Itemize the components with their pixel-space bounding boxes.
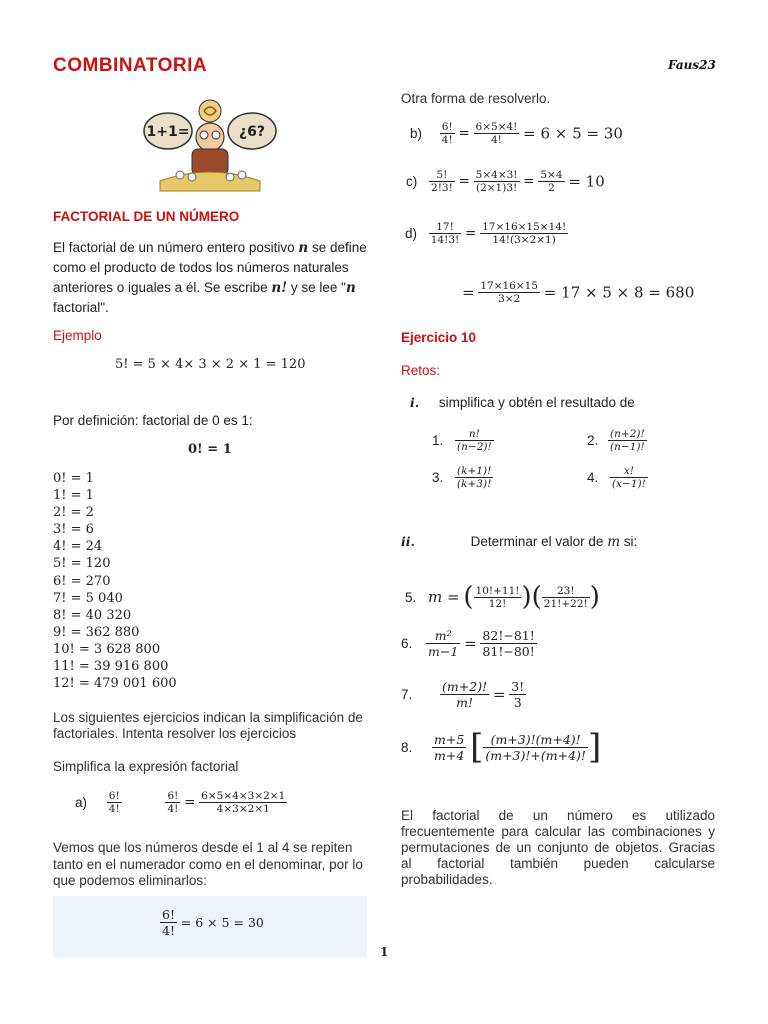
- question-8-frac-2: [483, 732, 588, 763]
- question-8: 8. $\frac{m+5}{m+4}$ [ $\frac{(m+3)!(m+4)!}{(m+3)!+(m+4)!}$ ]: [401, 727, 602, 767]
- problem-2-frac: [608, 428, 647, 453]
- simplificacion-text: Los siguientes ejercicios indican la simplificación de factoriales. Intenta resolver los ejercicios: [53, 710, 363, 741]
- frac-den: (k+3)!: [457, 478, 492, 490]
- frac-num: 17×16×15×14!: [482, 221, 567, 233]
- frac-den: 4!: [162, 923, 175, 938]
- item-b-label: b): [410, 126, 423, 141]
- item-c-label: c): [406, 174, 418, 189]
- item-b-frac-1: [440, 121, 455, 146]
- question-8-label: 8.: [401, 739, 413, 755]
- problem-1: [432, 428, 494, 453]
- frac-num: 23!: [542, 585, 590, 598]
- factorial-item: 10! = 3 628 800: [53, 641, 161, 657]
- result-equation: [160, 907, 264, 938]
- ejercicio-heading: Ejercicio 10: [401, 330, 477, 345]
- factorial-item: 7! = 5 040: [53, 590, 123, 606]
- ejemplo-label: Ejemplo: [53, 328, 102, 343]
- zero-factorial: 0! = 1: [188, 442, 232, 457]
- frac-den: 14!3!: [430, 234, 460, 246]
- frac-num: 5!: [429, 169, 455, 182]
- factorial-item: 12! = 479 001 600: [53, 676, 177, 692]
- frac-num: (n+2)!: [610, 428, 645, 440]
- factorial-item: 1! = 1: [53, 488, 94, 504]
- problem-3-frac: [455, 465, 493, 490]
- frac-den: 21!+22!: [543, 597, 588, 610]
- svg-text:¿6?: ¿6?: [239, 124, 265, 140]
- factorial-item: 2! = 2: [53, 505, 94, 521]
- frac-num: 5×4×3!: [475, 169, 518, 181]
- question-7-frac-2: [509, 679, 526, 710]
- question-6-label: 6.: [401, 636, 413, 651]
- closing-paragraph: El factorial de un número es utilizado frecuentemente para calcular las combinaciones y permutaciones de un conjunto de objetos. Gracias al factorial también pueden calcularse probabilidades.: [401, 808, 715, 887]
- frac-num: 6!: [108, 790, 120, 802]
- part-ii: [401, 534, 637, 550]
- item-a: [75, 790, 287, 815]
- item-c-frac-1: [429, 169, 455, 194]
- equals-sign: =: [184, 794, 196, 811]
- part-i-text: simplifica y obtén el resultado de: [438, 395, 635, 410]
- factorial-list: [53, 470, 177, 692]
- frac-den: 4!: [167, 803, 179, 815]
- frac-den: (n−2)!: [457, 441, 492, 453]
- item-a-label: a): [75, 795, 88, 810]
- illustration: [140, 93, 280, 193]
- frac-den: 14!(3×2×1): [492, 234, 556, 246]
- frac-num: 17×16×15: [480, 280, 539, 292]
- frac-num: 6!: [441, 121, 453, 133]
- frac-den: 4×3×2×1: [216, 803, 270, 815]
- part-ii-var-m: m: [607, 534, 620, 550]
- factorial-item: 9! = 362 880: [53, 624, 140, 640]
- question-5: 5. m = ( $\frac{10!+11!}{12!}$ )( $\frac{23!}{21!+22!}$ ): [405, 582, 600, 612]
- item-c-rhs: = 10: [568, 172, 605, 191]
- page-title: COMBINATORIA: [53, 55, 208, 76]
- problem-1-frac: [455, 428, 494, 453]
- professor-illustration-icon: [140, 93, 280, 193]
- frac-num: (m+2)!: [442, 679, 488, 694]
- question-5-frac-2: [542, 585, 590, 610]
- question-5-m: m =: [428, 588, 460, 606]
- frac-num: 6!: [162, 907, 175, 922]
- item-d-label: d): [405, 226, 418, 241]
- frac-den: 2!3!: [431, 182, 453, 194]
- intro-text-1: El factorial de un número entero positivo: [53, 240, 299, 255]
- frac-den: (2×1)3!: [475, 182, 518, 194]
- item-c: c) $\frac{5!}{2!3!}$ = $\frac{5\times 4\times 3!}{(2\times 1)3!}$ = $\frac{5\times 4}{2}$ = 10: [406, 169, 605, 194]
- question-5-label: 5.: [405, 589, 417, 605]
- problem-1-label: 1.: [432, 433, 444, 448]
- frac-num: 6×5×4×3×2×1: [201, 790, 286, 802]
- factorial-item: 3! = 6: [53, 522, 94, 538]
- frac-den: 4!: [491, 134, 502, 146]
- item-d-frac-2: [480, 221, 568, 246]
- frac-den: (x−1)!: [612, 478, 646, 490]
- intro-text-2: se define como el producto de todos los números naturales anteriores o iguales a él. Se escribe: [53, 240, 367, 295]
- frac-den: m−1: [428, 644, 459, 659]
- item-d-frac-1: [429, 221, 461, 246]
- vemos-text: Vemos que los números desde el 1 al 4 se repiten tanto en el numerador como en el denominar, por lo que podemos eliminarlos:: [53, 840, 363, 888]
- frac-den: m+4: [434, 747, 465, 763]
- item-d-frac-3: [478, 280, 540, 305]
- question-6-frac-1: [426, 628, 460, 659]
- item-d-rhs: = 17 × 5 × 8 = 680: [543, 283, 695, 302]
- ejemplo-equation: 5! = 5 × 4× 3 × 2 × 1 = 120: [115, 357, 306, 372]
- intro-text-3: y se lee ": [287, 280, 346, 295]
- question-6: 6. $\frac{\text{m²}}{m-1}$ = $\frac{82!-81!}{81!-80!}$: [401, 628, 535, 659]
- part-ii-label: ii.: [401, 534, 415, 549]
- frac-num: 17!: [429, 221, 461, 234]
- intro-paragraph: [53, 238, 367, 318]
- problem-4-frac: [610, 465, 648, 490]
- frac-num: 10!+11!: [475, 584, 520, 597]
- frac-num: n!: [455, 428, 494, 441]
- part-i: [410, 395, 635, 410]
- intro-var-nfact: n!: [271, 280, 288, 296]
- frac-num: m²: [426, 628, 460, 644]
- problem-3-label: 3.: [432, 470, 444, 485]
- question-7: 7. $\frac{(m+2)!}{m!}$ = $\frac{3!}{3}$: [401, 679, 525, 710]
- item-a-rhs: [199, 790, 287, 815]
- factorial-item: 11! = 39 916 800: [53, 659, 169, 675]
- item-c-frac-2: [474, 169, 520, 194]
- definicion-text: Por definición: factorial de 0 es 1:: [53, 413, 253, 428]
- item-a-fraction-2: [165, 790, 180, 815]
- intro-text-4: factorial".: [53, 300, 109, 315]
- result-fraction: [160, 907, 177, 938]
- frac-num: 82!−81!: [482, 628, 535, 643]
- problem-3: [432, 465, 493, 490]
- frac-num: (k+1)!: [457, 465, 492, 477]
- part-i-label: i.: [410, 395, 420, 410]
- frac-den: 81!−80!: [482, 644, 535, 659]
- result-rhs: = 6 × 5 = 30: [180, 915, 264, 930]
- item-b-frac-2: [474, 121, 520, 146]
- frac-num: 6×5×4!: [475, 121, 518, 133]
- factorial-item: 8! = 40 320: [53, 607, 132, 623]
- factorial-item: 6! = 270: [53, 573, 111, 589]
- problem-2-label: 2.: [587, 433, 599, 448]
- item-d: d) $\frac{17!}{14!3!}$ = $\frac{17\times 16\times 15\times 14!}{14!(3\times 2\times 1)}$: [405, 221, 567, 246]
- intro-var-n2: n: [345, 280, 356, 296]
- simplifica-label: Simplifica la expresión factorial: [53, 759, 239, 774]
- frac-num: (m+3)!(m+4)!: [483, 732, 588, 748]
- factorial-item: 4! = 24: [53, 539, 103, 555]
- intro-var-n: n: [298, 240, 309, 256]
- frac-den: (n−1)!: [610, 441, 645, 453]
- frac-den: m!: [456, 695, 473, 710]
- frac-den: 4!: [108, 803, 120, 815]
- retos-label: Retos:: [401, 363, 441, 378]
- problem-4: [587, 465, 648, 490]
- item-b-rhs: = 6 × 5 = 30: [523, 124, 623, 143]
- problem-2: [587, 428, 647, 453]
- problem-4-label: 4.: [587, 470, 599, 485]
- frac-den: 3: [513, 695, 522, 710]
- factorial-item: 0! = 1: [53, 471, 94, 486]
- section-title-factorial: FACTORIAL DE UN NÚMERO: [53, 209, 240, 224]
- factorial-item: 5! = 120: [53, 556, 111, 572]
- question-7-label: 7.: [401, 687, 413, 702]
- frac-den: (m+3)!+(m+4)!: [485, 747, 586, 763]
- item-b: b) $\frac{6!}{4!}$ = $\frac{6\times 5\times 4!}{4!}$ = 6 × 5 = 30: [410, 121, 623, 146]
- item-a-fraction: [107, 790, 122, 815]
- item-c-frac-3: [538, 169, 564, 194]
- brand-signature: Faus23: [668, 58, 716, 72]
- question-6-frac-2: [480, 628, 536, 659]
- part-ii-text-1: Determinar el valor de: [470, 534, 608, 549]
- frac-den: 2: [548, 182, 555, 194]
- page-number: 1: [380, 945, 389, 959]
- svg-text:1+1=: 1+1=: [146, 124, 190, 140]
- frac-num: 3!: [511, 679, 525, 694]
- frac-num: x!: [610, 465, 648, 478]
- question-5-frac-1: [474, 585, 522, 610]
- item-d-continued: = $\frac{17\times 16\times 15}{3\times 2}$ = 17 × 5 × 8 = 680: [462, 280, 695, 305]
- frac-den: 3×2: [498, 293, 521, 305]
- frac-num: m+5: [434, 731, 465, 747]
- otra-forma-text: Otra forma de resolverlo.: [401, 91, 551, 106]
- frac-den: 12!: [488, 597, 507, 610]
- question-7-frac-1: [440, 679, 489, 710]
- frac-num: 5×4: [540, 169, 563, 181]
- frac-den: 4!: [441, 134, 453, 146]
- frac-num: 6!: [167, 790, 179, 802]
- question-8-frac-1: [432, 732, 466, 763]
- part-ii-text-2: si:: [620, 534, 638, 549]
